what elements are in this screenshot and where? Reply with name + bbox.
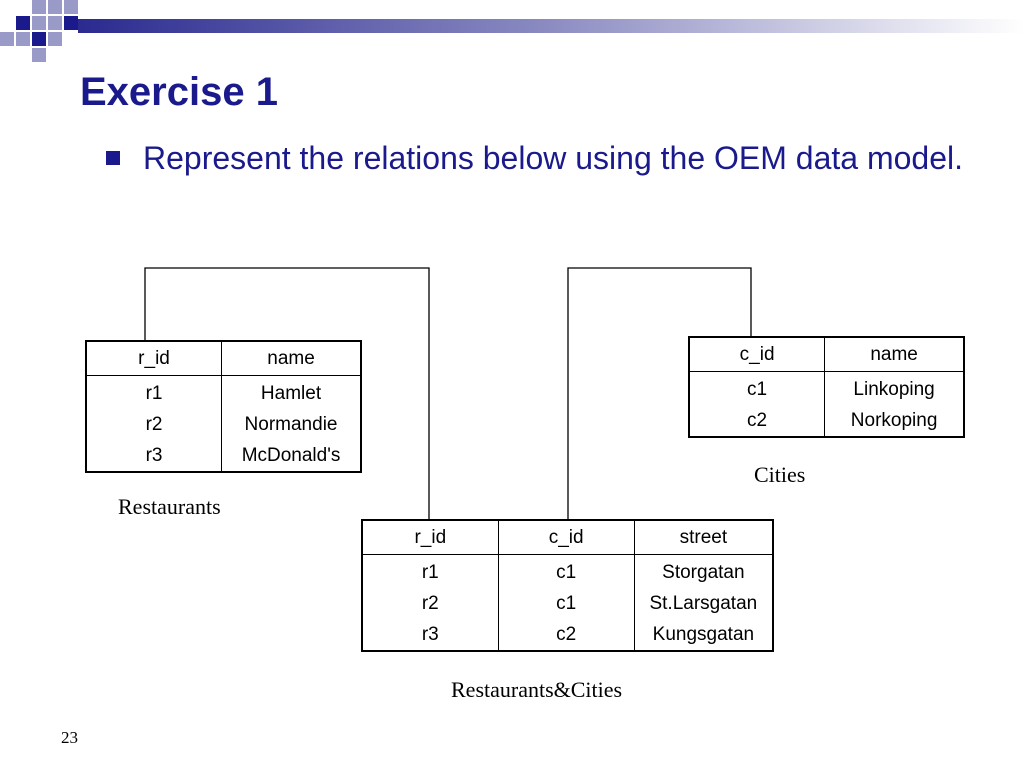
table-header-row: [362, 520, 773, 555]
table-cell: r2: [421, 592, 439, 614]
column-header: street: [634, 520, 773, 555]
table-cell: Kungsgatan: [634, 619, 773, 651]
table-cell: r3: [145, 444, 163, 466]
table-row: [362, 619, 773, 651]
table-row: [362, 555, 773, 589]
column-header: r_id: [362, 520, 498, 555]
table-header-row: [86, 341, 361, 376]
table-cell: Normandie: [222, 409, 361, 440]
table-cell: r1: [145, 382, 163, 404]
table-cell: c1: [498, 588, 634, 619]
table-row: [362, 588, 773, 619]
table-row: [689, 372, 964, 406]
cities-table: [688, 336, 965, 438]
restaurants-cities-table: [361, 519, 774, 652]
table-cell: Hamlet: [222, 376, 361, 410]
page-number: 23: [61, 728, 78, 747]
table-row: [86, 376, 361, 410]
column-header: name: [222, 341, 361, 376]
restaurants-cities-caption: Restaurants&Cities: [451, 677, 623, 702]
table-cell: Storgatan: [634, 555, 773, 589]
table-row: [689, 405, 964, 437]
table-row: [86, 440, 361, 472]
restaurants-caption: Restaurants: [118, 494, 221, 519]
column-header: name: [825, 337, 964, 372]
column-header: c_id: [689, 337, 825, 372]
table-cell: c2: [747, 409, 768, 431]
table-cell: c2: [498, 619, 634, 651]
column-header: r_id: [86, 341, 222, 376]
table-cell: Norkoping: [825, 405, 964, 437]
table-cell: r1: [421, 561, 439, 583]
restaurants-table: [85, 340, 362, 473]
table-cell: Linkoping: [825, 372, 964, 406]
bullet-text: Represent the relations below using the OEM data model.: [143, 140, 964, 176]
column-header: c_id: [498, 520, 634, 555]
table-cell: c1: [498, 555, 634, 589]
table-cell: St.Larsgatan: [634, 588, 773, 619]
slide-title: Exercise 1: [80, 70, 278, 114]
cities-caption: Cities: [754, 462, 806, 487]
table-cell: r3: [421, 623, 439, 645]
table-header-row: [689, 337, 964, 372]
table-cell: c1: [747, 378, 768, 400]
table-row: [86, 409, 361, 440]
table-cell: r2: [145, 413, 163, 435]
table-cell: McDonald's: [222, 440, 361, 472]
